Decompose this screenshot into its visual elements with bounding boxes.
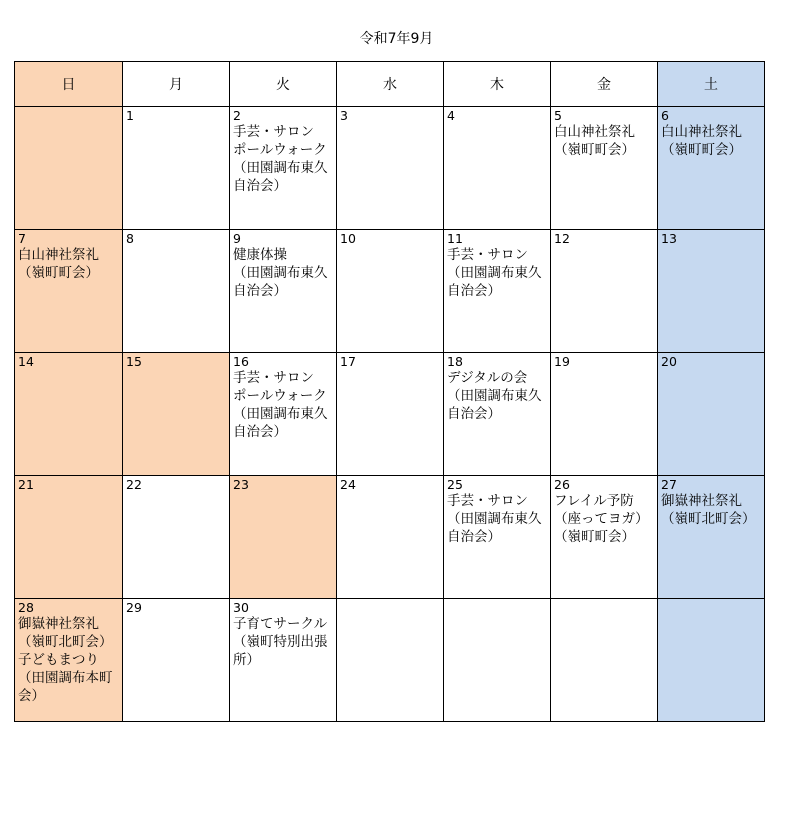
- day-number: 11: [447, 231, 463, 246]
- day-number: 20: [661, 354, 677, 369]
- day-cell: [123, 107, 230, 230]
- event-text: 子育てサークル （嶺町特別出張所）: [233, 616, 328, 668]
- event-text: 手芸・サロン （田園調布東久自治会）: [447, 493, 542, 545]
- week-row-1: [15, 107, 765, 230]
- event-text: 手芸・サロン ポールウォーク （田園調布東久自治会）: [233, 370, 328, 440]
- weekday-header-sun: 日: [15, 62, 123, 107]
- day-cell-empty: [444, 599, 551, 722]
- day-number: 7: [18, 231, 26, 246]
- weekday-header-thu: 木: [444, 62, 551, 107]
- day-number: 22: [126, 477, 142, 492]
- event-text: 白山神社祭礼 （嶺町町会）: [18, 247, 99, 281]
- day-cell: [551, 107, 658, 230]
- day-number: 10: [340, 231, 356, 246]
- day-cell: [337, 107, 444, 230]
- calendar-title: 令和7年9月: [359, 31, 434, 47]
- event-text: 白山神社祭礼 （嶺町町会）: [554, 124, 635, 158]
- day-cell: [444, 230, 551, 353]
- event-text: フレイル予防 （座ってヨガ） （嶺町町会）: [554, 493, 649, 545]
- day-number: 15: [126, 354, 142, 369]
- day-cell: [337, 230, 444, 353]
- day-number: 13: [661, 231, 677, 246]
- weekday-header-fri: 金: [551, 62, 658, 107]
- day-number: 21: [18, 477, 34, 492]
- day-cell: [551, 230, 658, 353]
- day-cell: [551, 353, 658, 476]
- day-cell: [230, 230, 337, 353]
- day-number: 26: [554, 477, 570, 492]
- day-cell: [658, 353, 765, 476]
- day-number: 1: [126, 108, 134, 123]
- week-row-2: [15, 230, 765, 353]
- day-cell: [15, 476, 123, 599]
- weekday-header-sat: 土: [658, 62, 765, 107]
- week-row-4: [15, 476, 765, 599]
- day-cell: [15, 353, 123, 476]
- weekday-header-row: [15, 62, 765, 107]
- day-cell: [123, 230, 230, 353]
- day-cell: [337, 476, 444, 599]
- day-number: 6: [661, 108, 669, 123]
- day-cell-empty: [551, 599, 658, 722]
- day-cell: [444, 353, 551, 476]
- day-cell: [15, 107, 123, 230]
- day-number: 9: [233, 231, 241, 246]
- day-cell: [123, 476, 230, 599]
- day-number: 25: [447, 477, 463, 492]
- event-text: 御嶽神社祭礼 （嶺町北町会）: [661, 493, 756, 527]
- weekday-header-mon: 月: [123, 62, 230, 107]
- day-number: 12: [554, 231, 570, 246]
- day-number: 30: [233, 600, 249, 615]
- event-text: 手芸・サロン （田園調布東久自治会）: [447, 247, 542, 299]
- day-cell-empty: [658, 599, 765, 722]
- day-cell: [551, 476, 658, 599]
- day-number: 19: [554, 354, 570, 369]
- day-cell: [658, 476, 765, 599]
- day-cell: [230, 353, 337, 476]
- day-cell: [658, 230, 765, 353]
- day-number: 16: [233, 354, 249, 369]
- event-text: 白山神社祭礼 （嶺町町会）: [661, 124, 742, 158]
- day-number: 27: [661, 477, 677, 492]
- day-number: 18: [447, 354, 463, 369]
- day-cell: [15, 599, 123, 722]
- day-number: 29: [126, 600, 142, 615]
- weekday-header-tue: 火: [230, 62, 337, 107]
- event-text: 健康体操 （田園調布東久自治会）: [233, 247, 328, 299]
- event-text: デジタルの会 （田園調布東久自治会）: [447, 370, 542, 422]
- weekday-header-wed: 水: [337, 62, 444, 107]
- day-cell: [15, 230, 123, 353]
- day-cell-holiday: [123, 353, 230, 476]
- calendar-table: [14, 61, 765, 722]
- week-row-3: [15, 353, 765, 476]
- day-number: 4: [447, 108, 455, 123]
- week-row-5: [15, 599, 765, 722]
- day-number: 8: [126, 231, 134, 246]
- day-number: 24: [340, 477, 356, 492]
- day-cell-holiday: [230, 476, 337, 599]
- day-number: 5: [554, 108, 562, 123]
- day-number: 3: [340, 108, 348, 123]
- day-number: 23: [233, 477, 249, 492]
- day-cell-empty: [337, 599, 444, 722]
- day-number: 17: [340, 354, 356, 369]
- day-cell: [230, 599, 337, 722]
- day-cell: [123, 599, 230, 722]
- day-cell: [337, 353, 444, 476]
- day-cell: [230, 107, 337, 230]
- day-number: 2: [233, 108, 241, 123]
- day-number: 28: [18, 600, 34, 615]
- day-cell: [444, 476, 551, 599]
- day-cell: [658, 107, 765, 230]
- day-number: 14: [18, 354, 34, 369]
- event-text: 手芸・サロン ポールウォーク （田園調布東久自治会）: [233, 124, 328, 194]
- day-cell: [444, 107, 551, 230]
- event-text: 御嶽神社祭礼 （嶺町北町会） 子どもまつり （田園調布本町会）: [18, 616, 113, 704]
